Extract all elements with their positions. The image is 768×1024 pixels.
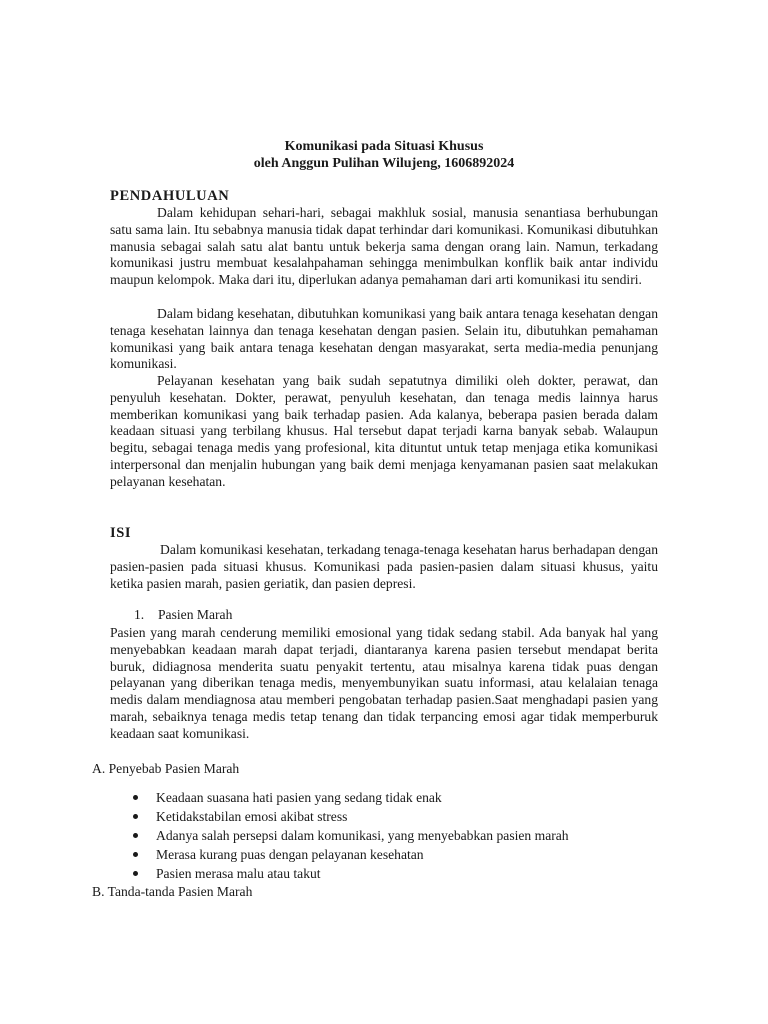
document-author: oleh Anggun Pulihan Wilujeng, 1606892024 — [253, 156, 515, 171]
bullet-icon — [133, 795, 138, 800]
paragraph: Dalam komunikasi kesehatan, terkadang tenaga-tenaga kesehatan harus berhadapan dengan pasien-pasien pada situasi khusus. Komunikasi pada pasien-pasien dalam situasi khusus, yaitu ketika pasien marah, pasien geriatik, dan pasien depresi. — [110, 542, 658, 591]
paragraph: Dalam bidang kesehatan, dibutuhkan komunikasi yang baik antara tenaga kesehatan dengan tenaga kesehatan lainnya dan tenaga kesehatan dengan pasien. Selain itu, dibutuhkan pemahaman komunikasi yang baik antara tenaga kesehatan dengan masyarakat, serta media-media penunjang komunikasi. — [110, 306, 658, 372]
paragraph: Pelayanan kesehatan yang baik sudah sepatutnya dimiliki oleh dokter, perawat, dan penyuluh kesehatan. Dokter, perawat, penyuluh kesehatan, dan tenaga medis lainnya harus memberikan komunikasi yang baik terhadap pasien. Ada kalanya, beberapa pasien berada dalam keadaan situasi yang terbilang khusus. Hal tersebut dapat terjadi karna banyak sebab. Walaupun begitu, sebagai tenaga medis yang profesional, kita dituntut untuk tetap menjaga etika komunikasi interpersonal dan menjalin hubungan yang baik demi menjaga kenyamanan pasien saat melakukan pelayanan kesehatan. — [110, 373, 658, 489]
list-item-text: Merasa kurang puas dengan pelayanan kesehatan — [156, 847, 424, 862]
bullet-icon — [133, 852, 138, 857]
section-heading-pendahuluan: PENDAHULUAN — [110, 188, 230, 204]
paragraph: Pasien yang marah cenderung memiliki emosional yang tidak sedang stabil. Ada banyak hal yang menyebabkan keadaan marah dapat terjadi, diantaranya karena pasien tersebut mendapat berita buruk, didiagnosa menderita suatu penyakit tertentu, atau misalnya karena tidak puas dengan pelayanan yang diberikan tenaga medis, menyembunyikan suatu informasi, atau kelalaian tenaga medis dalam mendiagnosa atau memberi pengobatan terhadap pasien.Saat menghadapi pasien yang marah, sebaiknya tenaga medis tetap tenang dan tidak terpancing emosi agar tidak memperburuk keadaan saat komunikasi. — [110, 625, 658, 741]
document-title-block — [0, 138, 768, 172]
document-title: Komunikasi pada Situasi Khusus — [284, 139, 484, 154]
list-item-text: Ketidakstabilan emosi akibat stress — [156, 809, 348, 824]
bullet-icon — [133, 814, 138, 819]
list-item-text: Pasien merasa malu atau takut — [156, 866, 321, 881]
list-item — [130, 845, 670, 864]
list-item — [130, 864, 670, 883]
bullet-icon — [133, 871, 138, 876]
list-item — [130, 788, 670, 807]
list-item-number: 1. — [134, 607, 145, 622]
sub-heading-b: B. Tanda-tanda Pasien Marah — [92, 884, 253, 899]
list-item — [130, 807, 670, 826]
list-item-title: Pasien Marah — [158, 607, 233, 622]
list-item-text: Keadaan suasana hati pasien yang sedang tidak enak — [156, 790, 442, 805]
paragraph: Dalam kehidupan sehari-hari, sebagai makhluk sosial, manusia senantiasa berhubungan satu sama lain. Itu sebabnya manusia tidak dapat terhindar dari komunikasi. Komunikasi dibutuhkan manusia sebagai salah satu alat bantu untuk bekerja sama dengan orang lain. Namun, terkadang komunikasi justru membuat kesalahpahaman sehingga menimbulkan konflik baik antar individu maupun kelompok. Maka dari itu, diperlukan adanya pemahaman dari arti komunikasi itu sendiri. — [110, 205, 658, 288]
section-heading-isi: ISI — [110, 525, 132, 541]
bullet-list — [130, 788, 670, 883]
bullet-icon — [133, 833, 138, 838]
list-item-text: Adanya salah persepsi dalam komunikasi, yang menyebabkan pasien marah — [156, 828, 569, 843]
sub-heading-a: A. Penyebab Pasien Marah — [92, 761, 240, 776]
list-item — [130, 826, 670, 845]
